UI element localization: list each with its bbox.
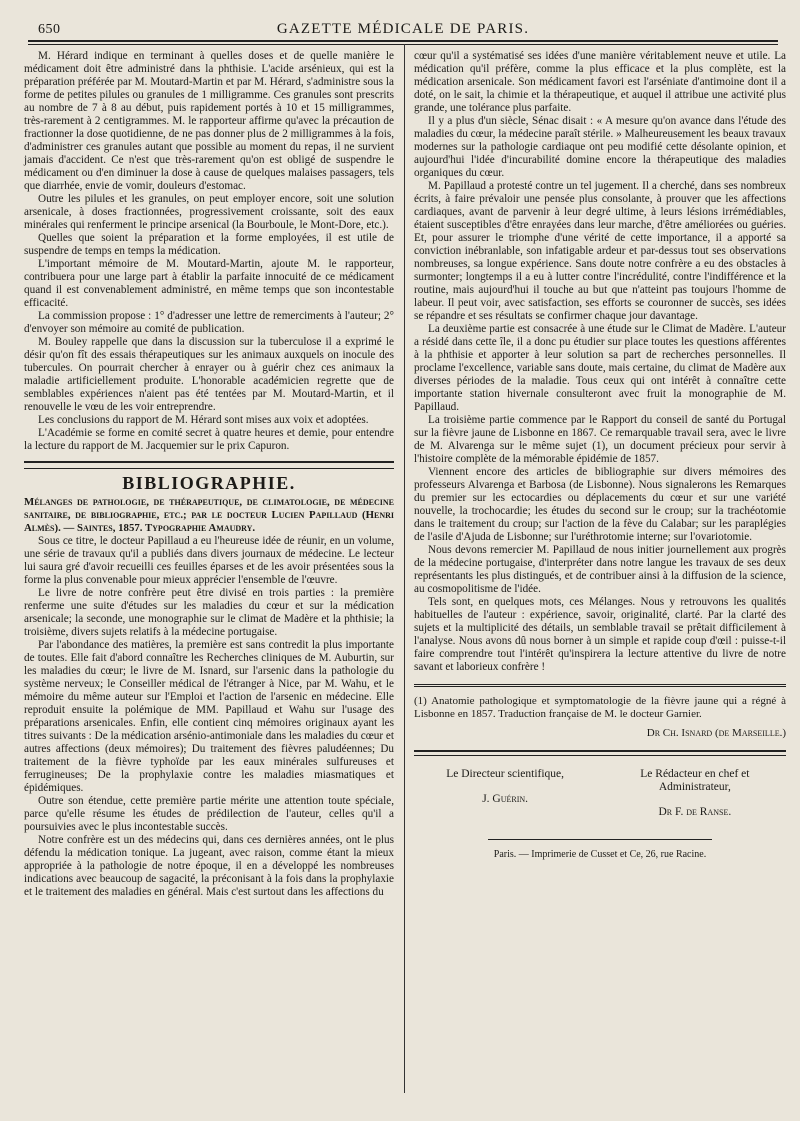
printer-imprint: Paris. — Imprimerie de Cusset et Ce, 26, rue Racine. xyxy=(493,849,707,860)
credits xyxy=(414,768,786,819)
paragraph: Outre son étendue, cette première partie mérite une attention toute spéciale, parce qu'elle résume les études de prédilection de l'auteur, celles qu'il a poursuivies avec le plus incontestable succès. xyxy=(24,795,394,833)
paragraph: M. Bouley rappelle que dans la discussion sur la tuberculose il a exprimé le désir qu'on fît des essais thérapeutiques sur les animaux auxquels on inocule des tubercules. On pourrait chercher à enrayer ou à guérir chez ces animaux la maladie artificiellement produite. L'honorable académicien regrette que de semblables expériences n'aient pas été tentées par M. Moutard-Martin, et il renouvelle le vœu de les voir entreprendre. xyxy=(24,336,394,413)
paragraph: Outre les pilules et les granules, on peut employer encore, soit une solution arsenicale, à doses fractionnées, progressivement croissante, soit des eaux minérales qui renferment le principe arsenical (la Bourboule, le Mont-Dore, etc.). xyxy=(24,193,394,231)
printer-rule xyxy=(488,839,711,840)
paragraph: Nous devons remercier M. Papillaud de nous initier journellement aux progrès de la médecine portugaise, d'interpréter dans notre langue les travaux de ses deux représentants les plus distingués, et de contribuer ainsi à la diffusion de la science, au cosmopolitisme de l'idée. xyxy=(414,544,786,595)
paragraph: Quelles que soient la préparation et la forme employées, il est utile de suspendre de temps en temps la médication. xyxy=(24,232,394,257)
paragraph: L'Académie se forme en comité secret à quatre heures et demie, pour entendre la lecture du rapport de M. Jacquemier sur le prix Capuron. xyxy=(24,427,394,452)
paragraph: Sous ce titre, le docteur Papillaud a eu l'heureuse idée de réunir, en un volume, une série de travaux qu'il a publiés dans divers journaux de médecine. Le lecteur lui saura gré d'avoir recueilli ces feuilles éparses et de les avoir présentées sous la forme la plus convenable pour mieux apprécier l'ensemble de l'œuvre. xyxy=(24,535,394,586)
paragraph: cœur qu'il a systématisé ses idées d'une manière véritablement neuve et utile. La médication qu'il préfère, comme la plus efficace et la plus complète, est la médication arsenicale. Son médicament favori est l'arséniate d'antimoine dont il a doté, on le sait, la chimie et la thérapeutique, et auquel il attribue une activité plus grande, une tolérance plus parfaite. xyxy=(414,50,786,114)
paragraph: Les conclusions du rapport de M. Hérard sont mises aux voix et adoptées. xyxy=(38,414,369,426)
signature: Dr Ch. Isnard (de Marseille.) xyxy=(646,727,786,739)
paragraph: M. Papillaud a protesté contre un tel jugement. Il a cherché, dans ses nombreux écrits, à faire prévaloir une pensée plus consolante, à prouver que les affections cardiaques, avant de parvenir à leur degré ultime, à leurs lésions irrémédiables, étaient susceptibles d'être enrayées dans leur marche, d'être améliorées ou guéries. Et, pour assurer le triomphe d'une vérité de cette importance, il a apporté sa conviction inébranlable, son infatigable ardeur et par-dessus tout ses observations nombreuses, sa longue expérience. Sans doute notre confrère a eu des obstacles à surmonter; longtemps il a eu à lutter contre l'incrédulité, contre l'indifférence et la routine, mais aujourd'hui il touche au but que n'atteint pas toujours l'homme de labeur. Il peut voir, avec satisfaction, ses efforts se couronner de succès, ses idées se répandre et ses résultats se confirmer chaque jour davantage. xyxy=(414,180,786,322)
paragraph: M. Hérard indique en terminant à quelles doses et de quelle manière le médicament doit être administré dans la phthisie. L'acide arsénieux, qui est la préparation préférée par M. Moutard-Martin et par M. Hérard, s'administre sous la forme de petites pilules ou granules de 1 milligramme. Ces granules sont prescrits au nombre de 7 à 8 au début, puis rapidement portés à 10 et 15 milligrammes, très-rarement à 2 centigrammes. M. le rapporteur affirme qu'avec la précaution de fractionner la dose quotidienne, de ne pas donner plus de 2 milligrammes à la fois, d'administrer ces granules autant que possible au moment du repas, il ne survient jamais d'accident. Ce n'est que très-rarement qu'on est obligé de suspendre le médicament ou d'en diminuer la dose à cause de quelques malaises passagers, tels que diarrhée, envie de vomir, douleurs d'estomac. xyxy=(24,50,394,192)
footnote xyxy=(414,695,786,740)
paragraph: La troisième partie commence par le Rapport du conseil de santé du Portugal sur la fièvre jaune de Lisbonne en 1867. Ce remarquable travail sera, avec le livre de M. Alvarenga sur le même sujet (1), un document précieux pour servir à l'histoire complète de la mémorable épidémie de 1857. xyxy=(414,414,786,465)
paragraph: La deuxième partie est consacrée à une étude sur le Climat de Madère. L'auteur a résidé dans cette île, il a donc pu étudier sur place toutes les questions afférentes à la phthisie et apporter à leur solution sa part de recherches personnelles. Il proclame l'excellence, variable sans doute, mais certaine, du climat de Madère aux diverses périodes de la maladie. Tous ceux qui ont intérêt à connaître cette importante station hivernale consulteront avec fruit la monographie de M. Papillaud. xyxy=(414,323,786,413)
scientific-director xyxy=(414,768,596,819)
journal-title: GAZETTE MÉDICALE DE PARIS. xyxy=(276,21,530,37)
paragraph: Par l'abondance des matières, la première est sans contredit la plus importante de toutes. Elle fait d'abord connaître les Recherches cliniques de M. Auburtin, sur les maladies du cœur; le livre de M. Isnard, sur l'arsenic dans la pathologie du système nerveux; le Conseiller médical de l'étranger à Nice, par M. Wahu, et le mémoire du même auteur sur l'Emploi et l'action de l'arsenic en médecine. Elle reproduit ensuite la polémique de MM. Papillaud et Wahu sur l'usage des préparations arsenicales. Enfin, elle contient cinq mémoires originaux ayant les titres suivants : De la médication arsénio-antimoniale dans les maladies du cœur et autres affections (deux mémoires); Du traitement des fièvres paludéennes; Du traitement de la fièvre typhoïde par les eaux minérales sulfureuses et ferrugineuses; De la prophylaxie contre les maladies miasmatiques et épidémiques. xyxy=(24,639,394,794)
page-header xyxy=(28,18,778,40)
section-rule xyxy=(24,461,394,469)
editor-label: Le Rédacteur en chef et Administrateur, xyxy=(640,768,750,793)
paragraph: L'important mémoire de M. Moutard-Martin, ajoute M. le rapporteur, contribuera pour une large part à établir la parfaite innocuité de ce médicament quand il est convenablement administré, en même temps que son incontestable efficacité. xyxy=(24,258,394,309)
editor-name: Dr F. de Ranse. xyxy=(658,806,732,818)
editor xyxy=(604,768,786,819)
left-column xyxy=(24,50,394,899)
section-title: BIBLIOGRAPHIE. xyxy=(122,473,296,493)
column-divider xyxy=(404,44,405,1093)
credits-rule xyxy=(414,750,786,756)
paragraph: La commission propose : 1° d'adresser une lettre de remerciments à l'auteur; 2° d'envoyer son mémoire au comité de publication. xyxy=(24,310,394,335)
paragraph: Viennent encore des articles de bibliographie sur divers mémoires des professeurs Alvarenga et Barbosa (de Lisbonne). Nous signalerons les Remarques du premier sur les ectocardies ou déplacements du cœur et sur une variété nouvelle, la trochocardie; les études du second sur le croup; sur la trachéotomie dans le traitement du croup; sur l'action de la fève du Calabar; sur les paraplégies de l'asile d'Ajuda de Lisbonne; sur l'uréthrotomie interne; sur l'ovariotomie. xyxy=(414,466,786,543)
footnote-rule xyxy=(414,684,786,687)
paragraph: Il y a plus d'un siècle, Sénac disait : « A mesure qu'on avance dans l'étude des maladies du cœur, la médecine paraît stérile. » Malheureusement les beaux travaux modernes sur la pathologie cardiaque ont peu modifié cette désolante opinion, et aujourd'hui l'idée d'incurabilité domine encore la thérapeutique des maladies organiques du cœur. xyxy=(414,115,786,179)
scientific-director-name: J. Guérin. xyxy=(482,793,529,805)
paragraph: Le livre de notre confrère peut être divisé en trois parties : la première renferme une suite d'études sur les maladies du cœur et sur la médication arsenicale; la seconde, une monographie sur le climat de Madère et la phthisie; la troisième, divers sujets relatifs à la médecine portugaise. xyxy=(24,587,394,638)
page-number: 650 xyxy=(38,22,61,37)
right-column xyxy=(414,50,786,861)
footnote-text: (1) Anatomie pathologique et symptomatologie de la fièvre jaune qui a régné à Lisbonne en 1857. Traduction française de M. le docteur Garnier. xyxy=(414,695,786,720)
scientific-director-label: Le Directeur scientifique, xyxy=(446,768,565,780)
book-reference: Mélanges de pathologie, de thérapeutique, de climatologie, de médecine sanitaire, de bibliographie, etc.; par le docteur Lucien Papillaud (Henri Almès). — Saintes, 1857. Typographie Amaudry. xyxy=(24,496,394,534)
paragraph: Notre confrère est un des médecins qui, dans ces dernières années, ont le plus défendu la médication tonique. La jugeant, avec raison, comme étant la mieux appropriée à la pathologie de notre époque, il en a développé les nombreuses indications avec beaucoup de sagacité, la préconisant à la fois dans la prophylaxie et le traitement des maladies en général. Mais c'est surtout dans les affections du xyxy=(24,834,394,898)
header-rule xyxy=(28,40,778,45)
paragraph: Tels sont, en quelques mots, ces Mélanges. Nous y retrouvons les qualités habituelles de l'auteur : expérience, savoir, originalité, clarté. Par la clarté des sujets et la multiplicité des détails, un semblable travail se prêtait difficilement à l'analyse. Nous avons dû nous borner à un simple et rapide coup d'œil : puisse-t-il faire comprendre tout l'intérêt qu'inspirera la lecture attentive du livre de notre savant et laborieux confrère ! xyxy=(414,596,786,673)
